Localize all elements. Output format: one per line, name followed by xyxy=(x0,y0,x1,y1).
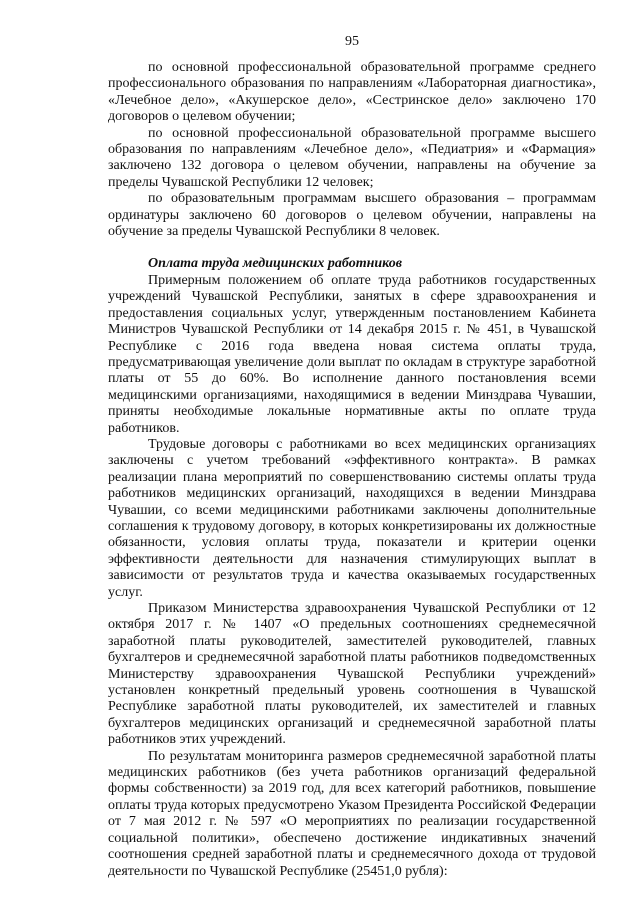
section-paragraph-4: По результатам мониторинга размеров среднемесячной заработной платы медицинских работников (без учета работников организаций федеральной формы собственности) за 2019 год, для всех категорий работников, повышение оплаты труда которых предусмотрено Указом Президента Российской Федерации от 7 мая 2012 г. № 597 «О мероприятиях по реализации государственной социальной политики», обеспечено достижение индикативных значений соотношения средней заработной платы и среднемесячного дохода от трудовой деятельности по Чувашской Республике (25451,0 рубля): xyxy=(108,748,596,879)
intro-paragraph-3: по образовательным программам высшего образования – программам ординатуры заключено 60 договоров о целевом обучении, направлены на обучение за пределы Чувашской Республики 8 человек. xyxy=(108,191,596,240)
section-paragraph-3: Приказом Министерства здравоохранения Чувашской Республики от 12 октября 2017 г. № 1407 «О предельных соотношениях среднемесячной заработной платы руководителей, заместителей руководителей, главных бухгалтеров и среднемесячной заработной платы работников подведомственных Министерству здравоохранения Чувашской Республики учреждений» установлен конкретный предельный уровень соотношения в Чувашской Республике заработной платы руководителей, их заместителей и главных бухгалтеров медицинских организаций и среднемесячной заработной платы работников этих учреждений. xyxy=(108,601,596,748)
page-number: 95 xyxy=(345,34,359,49)
section-paragraph-2: Трудовые договоры с работниками во всех медицинских организациях заключены с учетом требований «эффективного контракта». В рамках реализации плана мероприятий по совершенствованию системы оплаты труда работников медицинских организаций, находящихся в ведении Минздрава Чувашии, со всеми медицинскими работниками заключены дополнительные соглашения к трудовому договору, в которых конкретизированы их должностные обязанности, условия оплаты труда, показатели и критерии оценки эффективности деятельности для назначения стимулирующих выплат в зависимости от результатов труда и качества оказываемых государственных услуг. xyxy=(108,436,596,600)
section-paragraph-1: Примерным положением об оплате труда работников государственных учреждений Чувашской Республики, занятых в сфере здравоохранения и предоставления социальных услуг, утвержденным постановлением Кабинета Министров Чувашской Республики от 14 декабря 2015 г. № 451, в Чувашской Республике с 2016 года введена новая система оплаты труда, предусматривающая увеличение доли выплат по окладам в структуре заработной платы от 55 до 60%. Во исполнение данного постановления всеми медицинскими организациями, находящимися в ведении Минздрава Чувашии, приняты необходимые локальные нормативные акты по оплате труда работников. xyxy=(108,272,596,436)
section-heading: Оплата труда медицинских работников xyxy=(148,256,402,272)
intro-paragraph-2: по основной профессиональной образовательной программе высшего образования по направлениям «Лечебное дело», «Педиатрия» и «Фармация» заключено 132 договора о целевом обучении, направлены на обучение за пределы Чувашской Республики 12 человек; xyxy=(108,125,596,190)
section-gap xyxy=(108,240,596,256)
intro-paragraph-1: по основной профессиональной образовательной программе среднего профессионального образования по направлениям «Лабораторная диагностика», «Лечебное дело», «Акушерское дело», «Сестринское дело» заключено 170 договоров о целевом обучении; xyxy=(108,60,596,125)
